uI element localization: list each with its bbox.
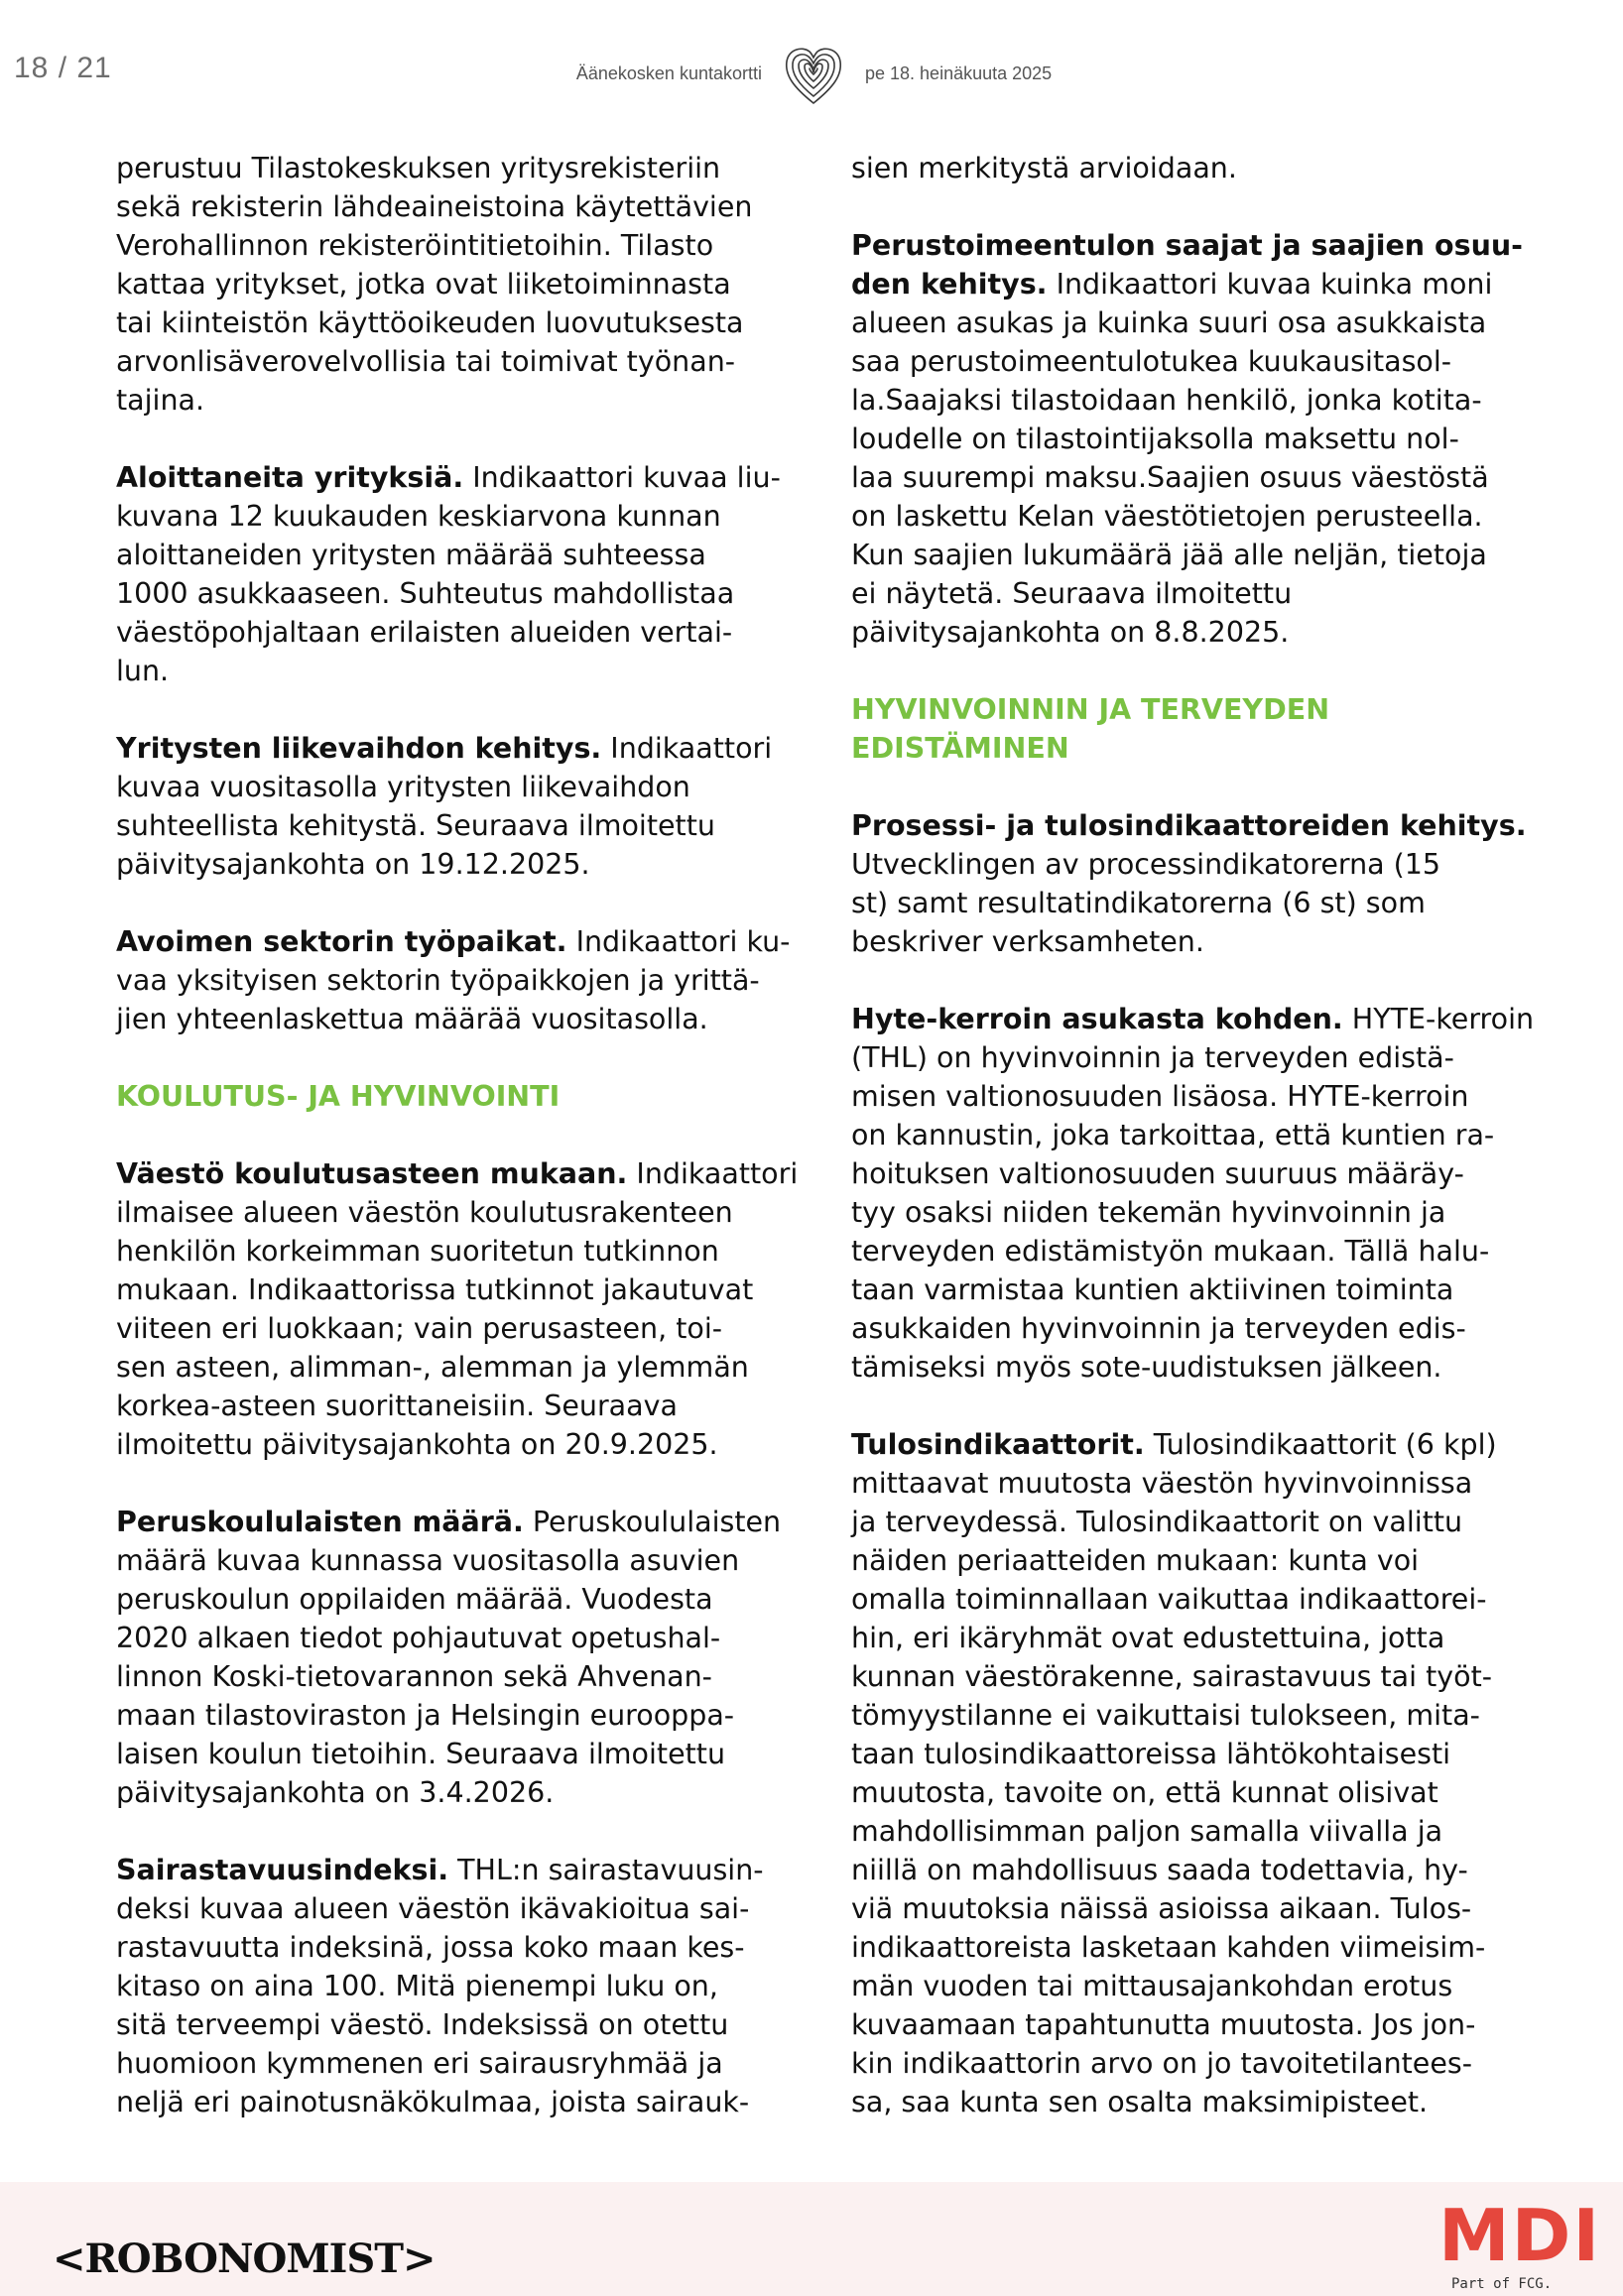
paragraph-text: Indikaattori kuvaa kuinka moni alueen asukas ja kuinka suuri osa asukkaista saa perustoimeentulotukea kuukausitasol- la.Saajaksi tilastoidaan henkilö, jonka kotita- loudelle on tilastointijaksolla maksettu nol- laa suurempi maksu.Saajien osuus väestöstä on laskettu Kelan väestötietojen perusteella. Kun saajien lukumäärä jää alle neljän, tietoja ei näytetä. Seuraava ilmoitettu päivitysajankohta on 8.8.2025.: [851, 268, 1493, 649]
section-heading-koulutus: KOULUTUS- JA HYVINVOINTI: [116, 1080, 561, 1113]
paragraph-yritysrekisteri: [116, 149, 811, 420]
document-date: pe 18. heinäkuuta 2025: [865, 63, 1053, 83]
fingerprint-heart-icon: [782, 42, 845, 107]
robonomist-logo: <ROBONOMIST>: [53, 2236, 436, 2282]
paragraph-sairastavuus-continued: [851, 149, 1546, 187]
paragraph-heading: Prosessi- ja tulosindikaattoreiden kehitys.: [851, 809, 1527, 842]
paragraph-text: Indikaattori kuvaa liu- kuvana 12 kuukauden keskiarvona kunnan aloittaneiden yritysten määrää suhteessa 1000 asukkaaseen. Suhteutus mahdollistaa väestöpohjaltaan erilaisten alueiden vertai- lun.: [116, 461, 781, 687]
paragraph-heading: Sairastavuusindeksi.: [116, 1854, 449, 1886]
page-number: 18 / 21: [14, 52, 112, 84]
paragraph-heading: Avoimen sektorin työpaikat.: [116, 925, 567, 958]
paragraph-heading: Hyte-kerroin asukasta kohden.: [851, 1003, 1343, 1035]
paragraph-heading: Väestö koulutusasteen mukaan.: [116, 1157, 628, 1190]
left-column: [116, 149, 811, 2160]
paragraph-tulosindikaattorit: [851, 1425, 1546, 2121]
paragraph-vaesto-koulutusasteen-mukaan: [116, 1154, 811, 1464]
paragraph-aloittaneita-yrityksia: [116, 458, 811, 690]
paragraph-heading: Perustoimeentulon saajat ja saajien osuu- den kehitys.: [851, 229, 1523, 301]
paragraph-text: Indikaattori ku- vaa yksityisen sektorin työpaikkojen ja yrittä- jien yhteenlaskettua määrää vuositasolla.: [116, 925, 791, 1035]
paragraph-text: HYTE-kerroin (THL) on hyvinvoinnin ja terveyden edistä- misen valtionosuuden lisäosa. HYTE-kerroin on kannustin, joka tarkoittaa, että kuntien ra- hoituksen valtionosuuden suuruus määräy- tyy osaksi niiden tekemän hyvinvoinnin ja terveyden edistämistyön mukaan. Tällä halu- taan varmistaa kuntien aktiivinen toiminta asukkaiden hyvinvoinnin ja terveyden edis- tämiseksi myös sote-uudistuksen jälkeen.: [851, 1003, 1535, 1384]
paragraph-peruskoululaisten-maara: [116, 1503, 811, 1812]
paragraph-heading: Yritysten liikevaihdon kehitys.: [116, 732, 602, 765]
paragraph-heading: Aloittaneita yrityksiä.: [116, 461, 464, 494]
paragraph-text: sien merkitystä arvioidaan.: [851, 152, 1237, 184]
paragraph-prosessi-indikaattorit: [851, 806, 1546, 961]
paragraph-text: Tulosindikaattorit (6 kpl) mittaavat muutosta väestön hyvinvoinnissa ja terveydessä. Tulosindikaattorit on valittu näiden periaatteiden mukaan: kunta voi omalla toiminnallaan vaikuttaa indikaattorei- hin, eri ikäryhmät ovat edustettuina, jotta kunnan väestörakenne, sairastavuus tai työt- tömyystilanne ei vaikuttaisi tulokseen, mita- taan tulosindikaattoreissa lähtökohtaisesti muutosta, tavoite on, että kunnat olisivat mahdollisimman paljon samalla viivalla ja niillä on mahdollisuus saada todettavia, hy- viä muutoksia näissä asioissa aikaan. Tulos- indikaattoreista lasketaan kahden viimeisim- män vuoden tai mittausajankohdan erotus kuvaamaan tapahtunutta muutosta. Jos jon- kin indikaattorin arvo on jo tavoitetilantees- sa, saa kunta sen osalta maksimipisteet.: [851, 1428, 1497, 2118]
paragraph-heading: Tulosindikaattorit.: [851, 1428, 1145, 1461]
paragraph-text: Peruskoululaisten määrä kuvaa kunnassa vuositasolla asuvien peruskoulun oppilaiden määrää. Vuodesta 2020 alkaen tiedot pohjautuvat opetushal- linnon Koski-tietovarannon sekä Ahvenan- maan tilastoviraston ja Helsingin eurooppa- laisen koulun tietoihin. Seuraava ilmoitettu päivitysajankohta on 3.4.2026.: [116, 1506, 782, 1809]
paragraph-text: Indikaattori ilmaisee alueen väestön koulutusrakenteen henkilön korkeimman suoritetun tutkinnon mukaan. Indikaattorissa tutkinnot jakautuvat viiteen eri luokkaan; vain perusasteen, toi- sen asteen, alimman-, alemman ja ylemmän korkea-asteen suorittaneisiin. Seuraava ilmoitettu päivitysajankohta on 20.9.2025.: [116, 1157, 799, 1461]
paragraph-text: Indikaattori kuvaa vuositasolla yritysten liikevaihdon suhteellista kehitystä. Seuraava ilmoitettu päivitysajankohta on 19.12.2025.: [116, 732, 773, 881]
right-column: [851, 149, 1546, 2160]
paragraph-text: perustuu Tilastokeskuksen yritysrekisteriin sekä rekisterin lähdeaineistoina käytettävien Verohallinnon rekisteröintitietoihin. Tilasto kattaa yritykset, jotka ovat liiketoiminnasta tai kiinteistön käyttöoikeuden luovutuksesta arvonlisäverovelvollisia tai toimivat työnan- tajina.: [116, 152, 753, 417]
paragraph-hyte-kerroin: [851, 1000, 1546, 1387]
section-heading-hyvinvointi: HYVINVOINNIN JA TERVEYDEN EDISTÄMINEN: [851, 693, 1330, 765]
paragraph-heading: Peruskoululaisten määrä.: [116, 1506, 524, 1538]
paragraph-liikevaihdon-kehitys: [116, 729, 811, 884]
paragraph-sairastavuusindeksi: [116, 1851, 811, 2121]
paragraph-text: Utvecklingen av processindikatorerna (15 st) samt resultatindikatorerna (6 st) som beskriver verksamheten.: [851, 848, 1441, 958]
paragraph-perustoimeentulo: [851, 226, 1546, 652]
document-title: Äänekosken kuntakortti: [575, 63, 762, 83]
mdi-logo: MDI: [1438, 2194, 1602, 2277]
mdi-tagline: Part of FCG.: [1451, 2276, 1553, 2292]
paragraph-avoimen-sektorin-tyopaikat: [116, 922, 811, 1038]
paragraph-text: THL:n sairastavuusin- deksi kuvaa alueen väestön ikävakioitua sai- rastavuutta indeksinä, jossa koko maan kes- kitaso on aina 100. Mitä pienempi luku on, sitä terveempi väestö. Indeksissä on otettu huomioon kymmenen eri sairausryhmää ja neljä eri painotusnäkökulmaa, joista sairauk-: [116, 1854, 764, 2118]
